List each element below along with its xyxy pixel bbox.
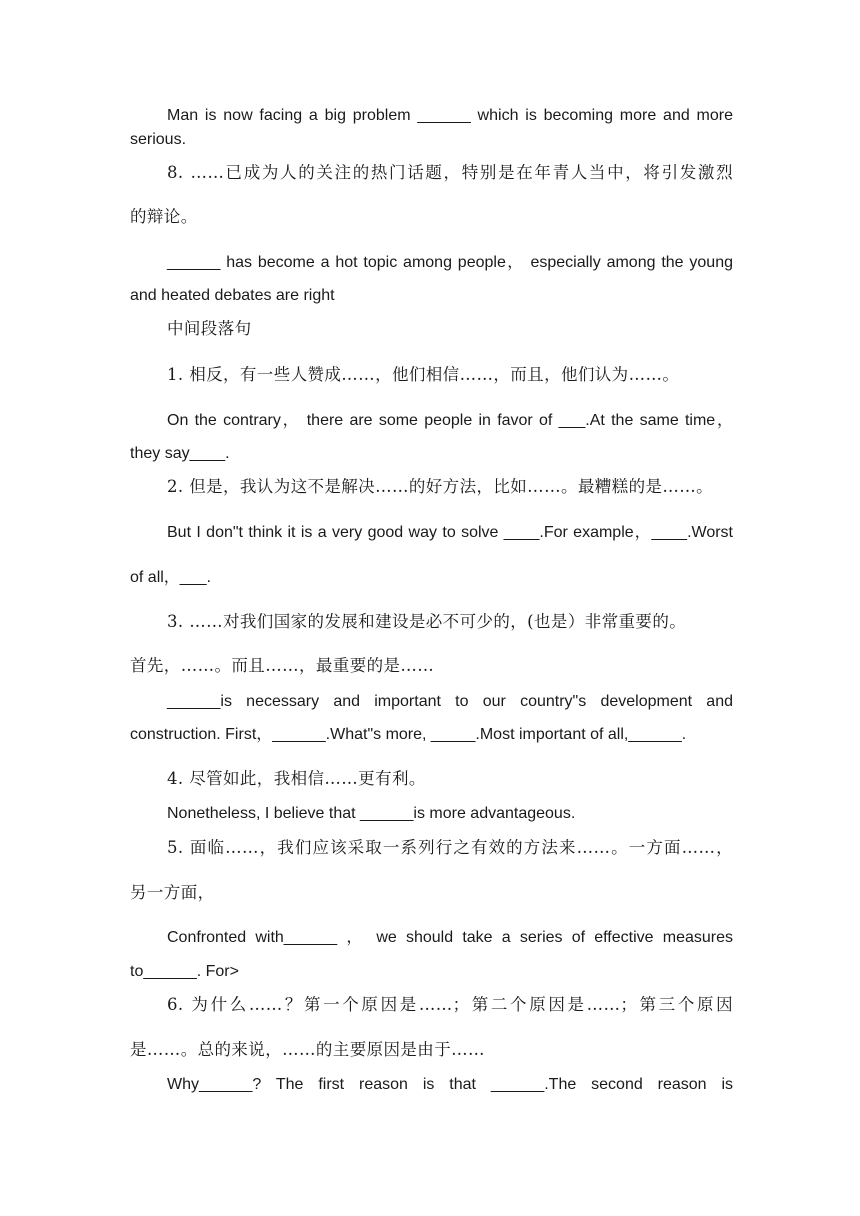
text-line: On the contrary， there are some people in favor of ___.At the same time， (167, 412, 733, 429)
text-line: Man is now facing a big problem ______ which is becoming more and more (167, 107, 733, 124)
text-line: 3. ……对我们国家的发展和建设是必不可少的，(也是）非常重要的。 (167, 612, 687, 631)
text-line: 的辩论。 (130, 207, 198, 226)
text-line: to______. For> (130, 963, 239, 980)
text-line: But I don"t think it is a very good way to solve ____.For example，____.Worst (167, 524, 733, 541)
text-line: 2. 但是，我认为这不是解决……的好方法，比如……。最糟糕的是……。 (167, 477, 714, 496)
text-line: 首先，……。而且……，最重要的是…… (130, 656, 435, 675)
text-line: 另一方面， (130, 883, 215, 902)
text-line: construction. First，______.What"s more, _____.Most important of all,______. (130, 726, 687, 743)
text-line: they say____. (130, 445, 230, 462)
text-line: ______is necessary and important to our country"s development and (167, 693, 733, 710)
text-line: ______ has become a hot topic among people， especially among the young (167, 254, 733, 271)
text-line: serious. (130, 131, 187, 148)
text-line: Nonetheless, I believe that ______is more advantageous. (167, 805, 576, 822)
text-line: and heated debates are right (130, 287, 335, 304)
text-line: 5. 面临……，我们应该采取一系列行之有效的方法来……。一方面……， (167, 838, 733, 857)
text-line: 1. 相反，有一些人赞成……，他们相信……，而且，他们认为……。 (167, 365, 680, 384)
text-line: 6. 为什么……？第一个原因是……；第二个原因是……；第三个原因 (167, 995, 733, 1014)
text-line: Why______? The first reason is that ______.The second reason is (167, 1076, 733, 1093)
text-line: 4. 尽管如此，我相信……更有利。 (167, 769, 426, 788)
text-line: of all，___. (130, 569, 211, 586)
text-line: 是……。总的来说，……的主要原因是由于…… (130, 1040, 485, 1059)
text-line: Confronted with______ ， we should take a series of effective measures (167, 929, 733, 946)
section-heading: 中间段落句 (167, 319, 252, 338)
text-line: 8. ……已成为人的关注的热门话题，特别是在年青人当中，将引发激烈 (167, 163, 733, 182)
